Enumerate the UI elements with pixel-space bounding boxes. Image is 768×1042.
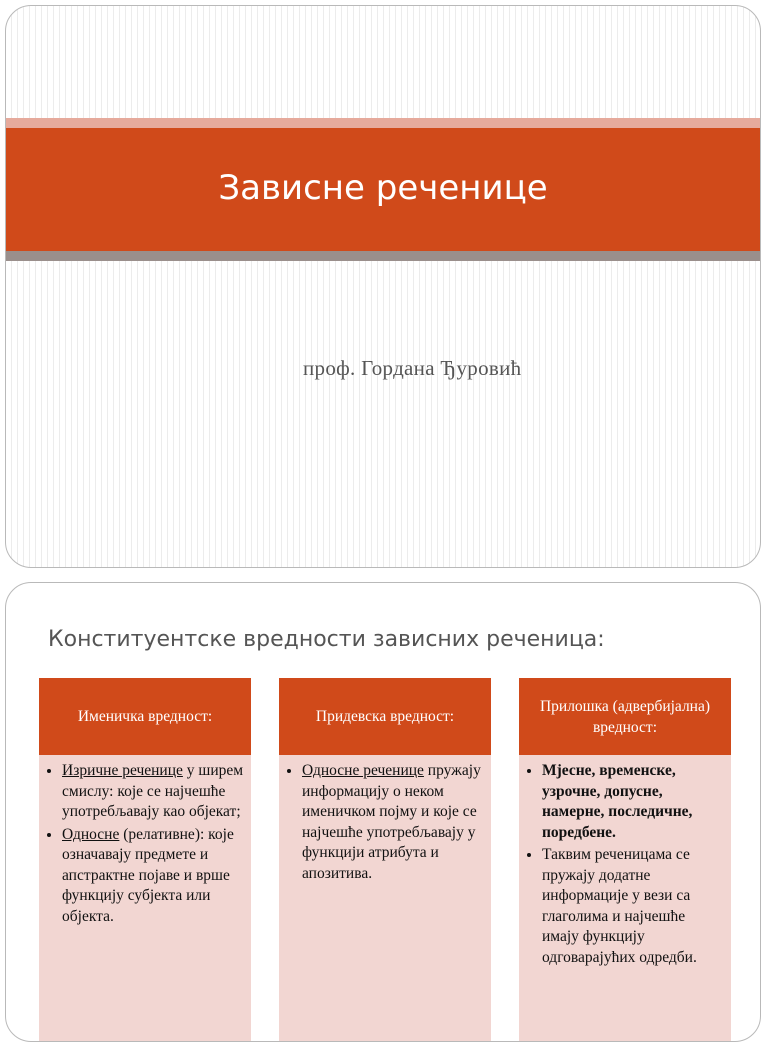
list-item: • Мјесне, временске, узрочне, допусне, намерне, последичне, поредбене. [542, 761, 725, 843]
content-slide-title: Конституентске вредности зависних реченица: [48, 627, 605, 652]
slide-subtitle: проф. Гордана Ђуровић [303, 356, 522, 380]
item-text: (релативне): које означавају предмете и апстрактне појаве и врше функцију субјекта или објекта. [62, 825, 234, 925]
list-item [62, 761, 245, 823]
column-noun-value [39, 678, 251, 1042]
title-slide [5, 5, 761, 568]
content-slide [5, 582, 761, 1042]
item-lead: Изричне реченице [62, 762, 183, 779]
title-band-bottom [6, 251, 760, 261]
item-lead: Односне реченице [302, 762, 424, 779]
slide-title: Зависне реченице [218, 167, 548, 208]
column-header: Придевска вредност: [279, 678, 491, 755]
list-item [62, 825, 245, 928]
item-text: у ширем смислу: које се најчешће употребљавају као објекат; [62, 762, 244, 820]
column-adjective-value [279, 678, 491, 1042]
list-item: • Таквим реченицама се пружају додатне информације у вези са глаголима и најчешће имају функцију одговарајућих одредби. [542, 845, 725, 968]
list-item [302, 761, 485, 884]
column-adverbial-value [519, 678, 731, 1042]
column-body [279, 755, 491, 1042]
column-body [519, 755, 731, 1042]
item-text: пружају информацију о неком именичком појму и које се најчешће употребљавају у функцији атрибута и апозитива. [302, 762, 481, 882]
item-lead: Односне [62, 825, 120, 843]
column-body [39, 755, 251, 1042]
title-band-top [6, 118, 760, 128]
column-header: Прилошка (адвербијална) вредност: [519, 678, 731, 755]
column-header: Именичка вредност: [39, 678, 251, 755]
